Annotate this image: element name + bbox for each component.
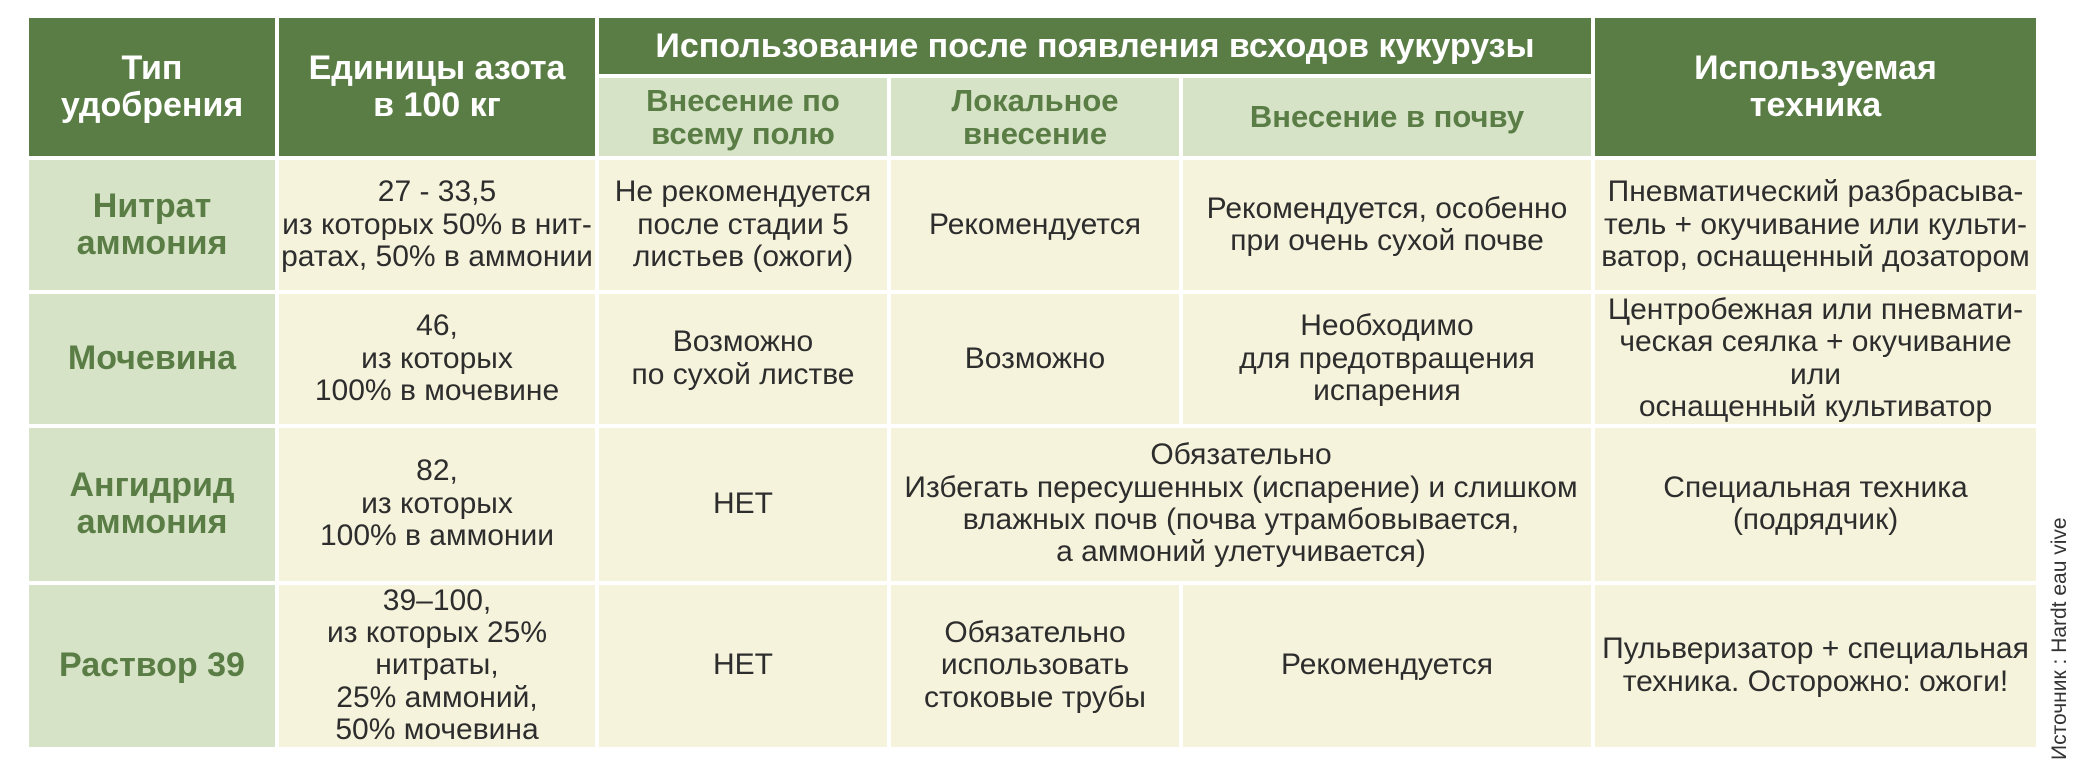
cell-local-application: Рекомендуется bbox=[891, 160, 1179, 290]
cell-equipment: Пульверизатор + специальная техника. Осторожно: ожоги! bbox=[1595, 585, 2036, 747]
header-usage-after-emergence: Использование после появления всходов кукурузы bbox=[599, 18, 1591, 74]
cell-nitrogen-units: 46, из которых 100% в мочевине bbox=[279, 294, 595, 424]
table-row bbox=[29, 160, 2036, 290]
header-field-application: Внесение по всему полю bbox=[599, 78, 887, 156]
cell-soil-application: Необходимо для предотвращения испарения bbox=[1183, 294, 1591, 424]
cell-equipment: Центробежная или пневмати- ческая сеялка + окучивание или оснащенный культиватор bbox=[1595, 294, 2036, 424]
cell-nitrogen-units: 39–100, из которых 25% нитраты, 25% аммоний, 50% мочевина bbox=[279, 585, 595, 747]
row-name: Мочевина bbox=[29, 294, 275, 424]
cell-local-and-soil-application: Обязательно Избегать пересушенных (испарение) и слишком влажных почв (почва утрамбовывается, а аммоний улетучивается) bbox=[891, 428, 1591, 581]
cell-equipment: Специальная техника (подрядчик) bbox=[1595, 428, 2036, 581]
table-row bbox=[29, 585, 2036, 747]
cell-soil-application: Рекомендуется bbox=[1183, 585, 1591, 747]
cell-nitrogen-units: 27 - 33,5 из которых 50% в нит- ратах, 50% в аммонии bbox=[279, 160, 595, 290]
table-row bbox=[29, 294, 2036, 424]
table-row bbox=[29, 428, 2036, 581]
header-nitrogen-units: Единицы азота в 100 кг bbox=[279, 18, 595, 156]
row-name: Раствор 39 bbox=[29, 585, 275, 747]
source-credit: Источник : Hardt eau vive bbox=[2048, 517, 2071, 760]
header-local-application: Локальное внесение bbox=[891, 78, 1179, 156]
cell-soil-application: Рекомендуется, особенно при очень сухой почве bbox=[1183, 160, 1591, 290]
header-equipment: Используемая техника bbox=[1595, 18, 2036, 156]
cell-field-application: НЕТ bbox=[599, 585, 887, 747]
header-row-1 bbox=[29, 18, 2036, 74]
cell-field-application: Возможно по сухой листве bbox=[599, 294, 887, 424]
cell-local-application: Обязательно использовать стоковые трубы bbox=[891, 585, 1179, 747]
row-name: Нитрат аммония bbox=[29, 160, 275, 290]
cell-nitrogen-units: 82, из которых 100% в аммонии bbox=[279, 428, 595, 581]
cell-field-application: Не рекомендуется после стадии 5 листьев (ожоги) bbox=[599, 160, 887, 290]
cell-field-application: НЕТ bbox=[599, 428, 887, 581]
cell-equipment: Пневматический разбрасыва- тель + окучивание или культи- ватор, оснащенный дозатором bbox=[1595, 160, 2036, 290]
fertilizer-table bbox=[25, 14, 2040, 751]
header-soil-application: Внесение в почву bbox=[1183, 78, 1591, 156]
fertilizer-table-container bbox=[25, 14, 2040, 751]
cell-local-application: Возможно bbox=[891, 294, 1179, 424]
row-name: Ангидрид аммония bbox=[29, 428, 275, 581]
header-fertilizer-type: Тип удобрения bbox=[29, 18, 275, 156]
